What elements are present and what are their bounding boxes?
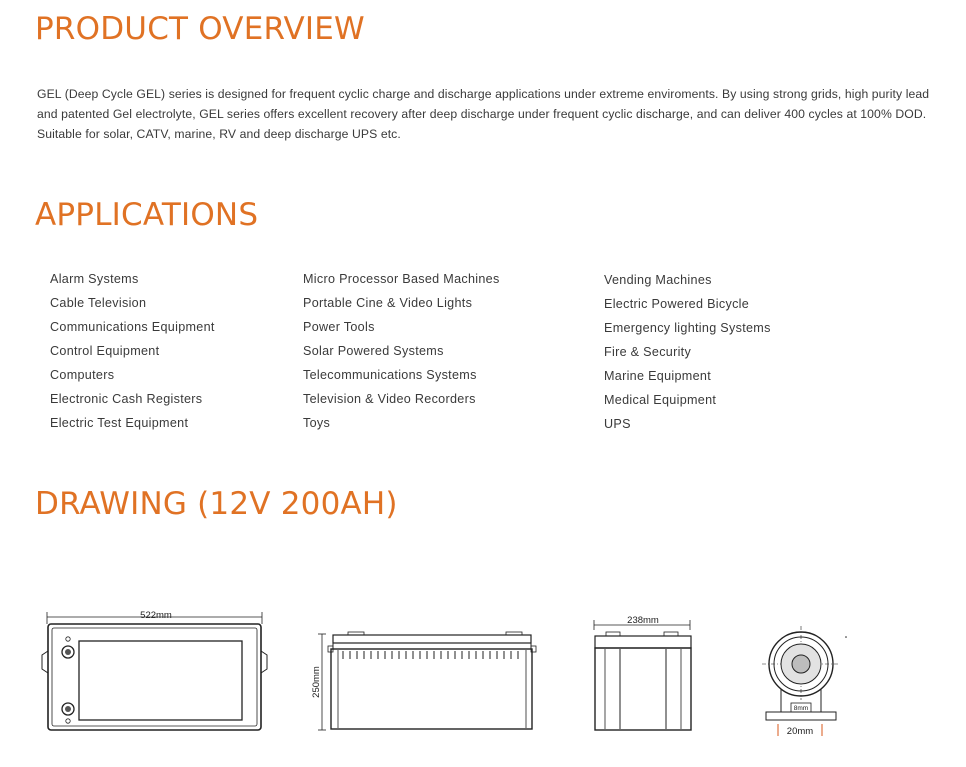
end-view-width-label: 238mm bbox=[627, 615, 659, 626]
application-item: Emergency lighting Systems bbox=[604, 321, 771, 335]
applications-heading: APPLICATIONS bbox=[35, 197, 259, 233]
side-view-drawing bbox=[311, 632, 536, 730]
top-view-width-label: 522mm bbox=[140, 610, 172, 621]
application-item: Electric Test Equipment bbox=[50, 416, 189, 430]
application-item: Micro Processor Based Machines bbox=[303, 272, 500, 286]
application-item: Control Equipment bbox=[50, 344, 160, 358]
application-item: Fire & Security bbox=[604, 345, 692, 359]
product-overview-text: GEL (Deep Cycle GEL) series is designed for frequent cyclic charge and discharge applications under extreme enviroments. By using strong grids, high purity lead and patented Gel electrolyte, GEL series offers excellent recovery after deep discharge under frequent cyclic discharge, and can deliver 400 cycles at 100% DOD. Suitable for solar, CATV, marine, RV and deep discharge UPS etc. bbox=[37, 87, 930, 141]
application-item: Solar Powered Systems bbox=[303, 344, 444, 358]
end-view-drawing bbox=[594, 615, 691, 730]
terminal-width-label: 20mm bbox=[786, 726, 814, 737]
application-item: Vending Machines bbox=[604, 273, 712, 287]
drawing-heading: DRAWING (12V 200AH) bbox=[35, 486, 398, 522]
application-item: Alarm Systems bbox=[50, 272, 139, 286]
application-item: Toys bbox=[303, 416, 331, 430]
product-overview-heading: PRODUCT OVERVIEW bbox=[35, 11, 365, 47]
application-item: Computers bbox=[50, 368, 115, 382]
application-item: Power Tools bbox=[303, 320, 375, 334]
application-item: Electric Powered Bicycle bbox=[604, 297, 750, 311]
application-item: Electronic Cash Registers bbox=[50, 392, 203, 406]
application-item: Cable Television bbox=[50, 296, 147, 310]
application-item: Marine Equipment bbox=[604, 369, 712, 383]
top-view-drawing bbox=[42, 610, 267, 730]
application-item: Television & Video Recorders bbox=[303, 392, 476, 406]
application-item: UPS bbox=[604, 417, 631, 431]
side-view-height-label: 250mm bbox=[311, 666, 322, 698]
application-item: Medical Equipment bbox=[604, 393, 717, 407]
terminal-detail-drawing bbox=[762, 626, 847, 737]
application-item: Communications Equipment bbox=[50, 320, 215, 334]
terminal-inner-label: 8mm bbox=[793, 705, 809, 712]
application-item: Portable Cine & Video Lights bbox=[303, 296, 473, 310]
application-item: Telecommunications Systems bbox=[303, 368, 477, 382]
